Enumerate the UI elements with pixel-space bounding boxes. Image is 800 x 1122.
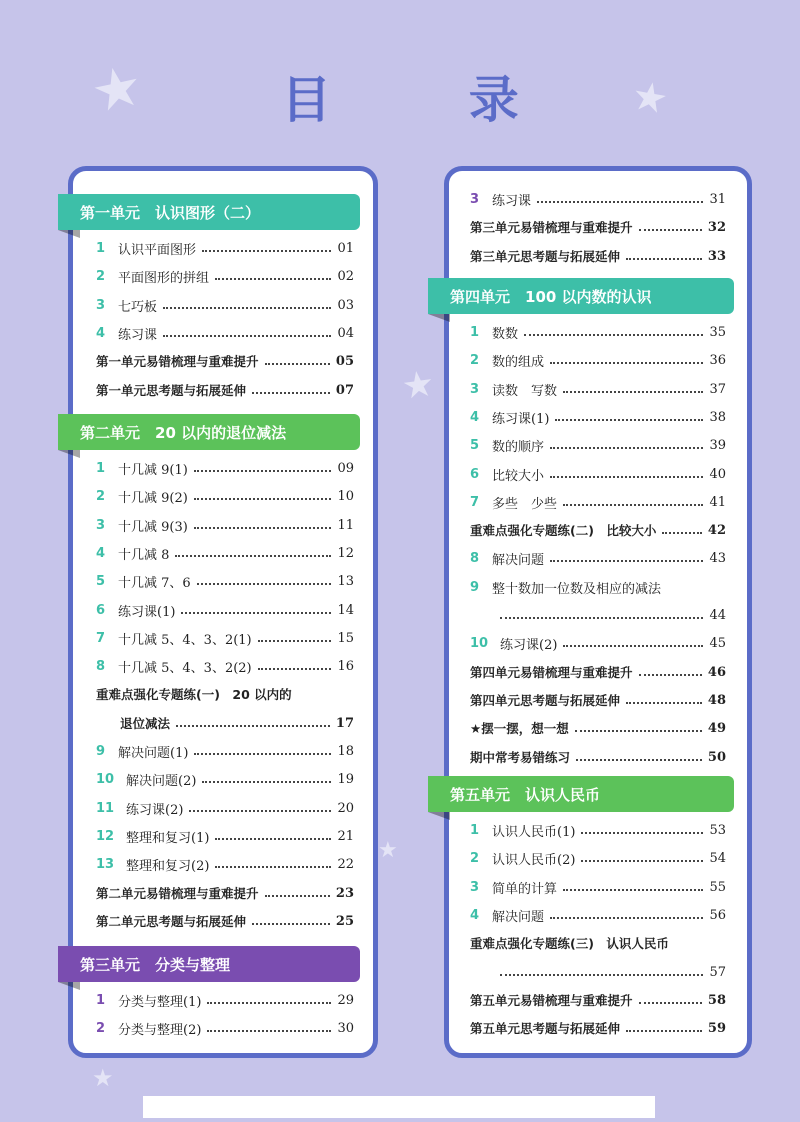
toc-entry[interactable] — [470, 717, 726, 739]
entry-number: 4 — [96, 545, 106, 561]
toc-entry[interactable] — [470, 661, 726, 683]
entry-number: 7 — [96, 630, 106, 646]
toc-entry[interactable] — [96, 1017, 354, 1039]
entry-label: 第二单元易错梳理与重难提升 — [96, 886, 259, 901]
star-icon: ★ — [85, 52, 149, 127]
entry-number: 4 — [470, 409, 480, 425]
entry-number: 12 — [96, 828, 115, 844]
entry-label: 数的组成 — [492, 354, 545, 370]
page-number: 35 — [709, 324, 726, 340]
entry-label: 第一单元思考题与拓展延伸 — [96, 383, 247, 398]
toc-entry[interactable] — [96, 350, 354, 372]
leader-dots — [194, 470, 332, 472]
unit-banner: 第一单元 认识图形（二） — [58, 194, 360, 230]
unit-banner: 第四单元 100 以内数的认识 — [428, 278, 734, 314]
entry-label: 练习课 — [492, 193, 532, 209]
leader-dots — [563, 391, 703, 393]
toc-entry[interactable] — [96, 683, 354, 705]
page-number: 25 — [335, 913, 354, 929]
entry-number: 1 — [470, 822, 480, 838]
entry-number: 8 — [96, 658, 106, 674]
entry-number: 2 — [96, 488, 106, 504]
leader-dots — [639, 1002, 702, 1004]
toc-entry[interactable] — [470, 819, 726, 841]
page-number: 53 — [709, 822, 726, 838]
leader-dots — [176, 725, 330, 727]
toc-entry[interactable] — [96, 457, 354, 479]
page-number: 07 — [335, 382, 354, 398]
toc-entry[interactable] — [470, 904, 726, 926]
entry-label: 练习课(1) — [492, 411, 550, 427]
leader-dots — [207, 1002, 331, 1004]
entry-label: 十几减 9(3) — [118, 519, 188, 535]
entry-label: 第四单元思考题与拓展延伸 — [470, 693, 621, 708]
leader-dots — [550, 917, 703, 919]
leader-dots — [181, 612, 331, 614]
page-number: 43 — [709, 550, 726, 566]
entry-number: 2 — [96, 1020, 106, 1036]
entry-number: 1 — [470, 324, 480, 340]
page-number: 59 — [707, 1020, 726, 1036]
entry-label: 练习课(1) — [118, 604, 176, 620]
toc-entry[interactable] — [96, 627, 354, 649]
leader-dots — [626, 1030, 702, 1032]
leader-dots — [202, 781, 331, 783]
page-number: 12 — [337, 545, 354, 561]
star-icon: ★ — [92, 1064, 114, 1092]
leader-dots — [662, 532, 701, 534]
toc-entry[interactable] — [96, 768, 354, 790]
toc-entry[interactable] — [470, 491, 726, 513]
leader-dots — [215, 838, 331, 840]
page-number: 44 — [709, 607, 726, 623]
leader-dots — [626, 702, 702, 704]
page-number: 01 — [337, 240, 354, 256]
entry-number: 11 — [96, 800, 115, 816]
page-number: 37 — [709, 381, 726, 397]
entry-label: 分类与整理(1) — [118, 994, 202, 1010]
leader-dots — [639, 229, 702, 231]
leader-dots — [550, 447, 703, 449]
page-number: 56 — [709, 907, 726, 923]
unit-banner: 第二单元 20 以内的退位减法 — [58, 414, 360, 450]
leader-dots — [163, 335, 331, 337]
leader-dots — [252, 392, 330, 394]
toc-entry[interactable] — [470, 746, 726, 768]
entry-number: 2 — [96, 268, 106, 284]
leader-dots — [194, 498, 332, 500]
leader-dots — [265, 895, 330, 897]
entry-number: 3 — [470, 879, 480, 895]
leader-dots — [626, 258, 702, 260]
entry-label: 第三单元思考题与拓展延伸 — [470, 249, 621, 264]
entry-label: 整理和复习(1) — [126, 830, 210, 846]
entry-number: 6 — [96, 602, 106, 618]
entry-number: 10 — [470, 635, 489, 651]
toc-entry[interactable] — [470, 689, 726, 711]
entry-label: 十几减 5、4、3、2(2) — [118, 660, 252, 676]
page-number: 02 — [337, 268, 354, 284]
leader-dots — [258, 640, 332, 642]
entry-label: 退位减法 — [120, 716, 171, 731]
entry-label: 解决问题(2) — [126, 773, 197, 789]
page-number: 48 — [707, 692, 726, 708]
leader-dots — [207, 1030, 331, 1032]
toc-entry[interactable] — [470, 604, 726, 626]
toc-entry[interactable] — [470, 961, 726, 983]
toc-entry[interactable] — [96, 265, 354, 287]
toc-entry[interactable] — [470, 519, 726, 541]
leader-dots — [639, 674, 702, 676]
toc-entry[interactable] — [470, 876, 726, 898]
entry-number: 9 — [470, 579, 480, 595]
toc-entry[interactable] — [96, 237, 354, 259]
page-number: 03 — [337, 297, 354, 313]
entry-number: 1 — [96, 460, 106, 476]
entry-number: 3 — [96, 517, 106, 533]
bottom-strip — [143, 1096, 655, 1118]
page-number: 32 — [707, 219, 726, 235]
entry-number: 9 — [96, 743, 106, 759]
toc-entry[interactable] — [470, 632, 726, 654]
entry-label: 练习课(2) — [500, 637, 558, 653]
leader-dots — [537, 201, 703, 203]
page-number: 46 — [707, 664, 726, 680]
page-number: 38 — [709, 409, 726, 425]
entry-label: 认识人民币(2) — [492, 852, 576, 868]
entry-label: 重难点强化专题练(一) 20 以内的 — [96, 687, 292, 702]
entry-label: 比较大小 — [492, 468, 545, 484]
entry-label: 第五单元思考题与拓展延伸 — [470, 1021, 621, 1036]
entry-number: 3 — [470, 191, 480, 207]
toc-entry[interactable] — [96, 570, 354, 592]
entry-number: 5 — [470, 437, 480, 453]
leader-dots — [555, 419, 703, 421]
toc-entry[interactable] — [470, 932, 726, 954]
entry-number: 1 — [96, 992, 106, 1008]
page-number: 42 — [707, 522, 726, 538]
leader-dots — [524, 334, 703, 336]
toc-entry[interactable] — [470, 547, 726, 569]
page-number: 14 — [337, 602, 354, 618]
page-number: 21 — [337, 828, 354, 844]
page-number: 36 — [709, 352, 726, 368]
page-number: 30 — [337, 1020, 354, 1036]
entry-number: 6 — [470, 466, 480, 482]
toc-entry[interactable] — [96, 655, 354, 677]
entry-number: 10 — [96, 771, 115, 787]
leader-dots — [563, 889, 703, 891]
entry-label: 练习课 — [118, 327, 158, 343]
entry-label: 读数 写数 — [492, 383, 558, 399]
page-number: 50 — [707, 749, 726, 765]
page-number: 31 — [709, 191, 726, 207]
page-number: 11 — [337, 517, 354, 533]
leader-dots — [194, 527, 332, 529]
toc-entry[interactable] — [470, 245, 726, 267]
toc-entry[interactable] — [96, 294, 354, 316]
toc-entry[interactable] — [96, 882, 354, 904]
toc-entry[interactable] — [470, 847, 726, 869]
entry-number: 1 — [96, 240, 106, 256]
entry-label: 数的顺序 — [492, 439, 545, 455]
leader-dots — [215, 278, 331, 280]
leader-dots — [163, 307, 331, 309]
page-number: 17 — [335, 715, 354, 731]
page-number: 19 — [337, 771, 354, 787]
page-number: 49 — [707, 720, 726, 736]
page-number: 54 — [709, 850, 726, 866]
entry-number: 2 — [470, 850, 480, 866]
entry-label: 简单的计算 — [492, 881, 558, 897]
page-title: 目 录 — [281, 71, 579, 129]
toc-entry[interactable] — [96, 542, 354, 564]
page-number: 22 — [337, 856, 354, 872]
toc-entry[interactable] — [96, 485, 354, 507]
leader-dots — [194, 753, 331, 755]
toc-entry[interactable] — [96, 379, 354, 401]
entry-number: 8 — [470, 550, 480, 566]
toc-entry[interactable] — [470, 349, 726, 371]
leader-dots — [563, 645, 703, 647]
entry-label: 第二单元思考题与拓展延伸 — [96, 914, 247, 929]
entry-label: 练习课(2) — [126, 802, 184, 818]
page-number: 40 — [709, 466, 726, 482]
star-icon: ★ — [628, 72, 672, 124]
entry-label: 整十数加一位数及相应的减法 — [492, 581, 662, 597]
leader-dots — [576, 759, 702, 761]
page-number: 10 — [337, 488, 354, 504]
entry-label: 第五单元易错梳理与重难提升 — [470, 993, 633, 1008]
leader-dots — [189, 810, 331, 812]
entry-label: 整理和复习(2) — [126, 858, 210, 874]
page-number: 04 — [337, 325, 354, 341]
toc-entry[interactable] — [470, 216, 726, 238]
leader-dots — [550, 476, 703, 478]
leader-dots — [252, 923, 330, 925]
toc-entry[interactable] — [470, 463, 726, 485]
entry-label: 七巧板 — [118, 299, 158, 315]
page-number: 16 — [337, 658, 354, 674]
page-number: 41 — [709, 494, 726, 510]
toc-entry[interactable] — [470, 434, 726, 456]
leader-dots — [265, 363, 330, 365]
entry-label: 解决问题 — [492, 552, 545, 568]
entry-number: 5 — [96, 573, 106, 589]
page-number: 39 — [709, 437, 726, 453]
unit-banner: 第五单元 认识人民币 — [428, 776, 734, 812]
page-number: 05 — [335, 353, 354, 369]
leader-dots — [500, 617, 703, 619]
entry-label: 十几减 9(1) — [118, 462, 188, 478]
toc-entry[interactable] — [96, 514, 354, 536]
toc-entry[interactable] — [96, 740, 354, 762]
toc-entry[interactable] — [96, 825, 354, 847]
leader-dots — [563, 504, 703, 506]
toc-entry[interactable] — [470, 576, 726, 598]
entry-label: 重难点强化专题练(三) 认识人民币 — [470, 936, 669, 951]
page-number: 18 — [337, 743, 354, 759]
entry-label: 十几减 9(2) — [118, 490, 188, 506]
entry-number: 7 — [470, 494, 480, 510]
page-number: 55 — [709, 879, 726, 895]
star-icon: ★ — [378, 838, 398, 863]
toc-entry[interactable] — [470, 989, 726, 1011]
leader-dots — [197, 583, 332, 585]
entry-label: 重难点强化专题练(二) 比较大小 — [470, 523, 657, 538]
entry-label: 十几减 7、6 — [118, 575, 191, 591]
page-number: 58 — [707, 992, 726, 1008]
entry-label: 分类与整理(2) — [118, 1022, 202, 1038]
toc-entry[interactable] — [96, 797, 354, 819]
entry-number: 2 — [470, 352, 480, 368]
entry-number: 3 — [470, 381, 480, 397]
entry-label: 认识平面图形 — [118, 242, 197, 258]
toc-entry[interactable] — [96, 322, 354, 344]
toc-entry[interactable] — [470, 378, 726, 400]
entry-label: ★摆一摆，想一想 — [470, 721, 569, 736]
page-number: 13 — [337, 573, 354, 589]
toc-entry[interactable] — [470, 406, 726, 428]
toc-entry[interactable] — [96, 910, 354, 932]
toc-entry[interactable] — [96, 989, 354, 1011]
entry-label: 第三单元易错梳理与重难提升 — [470, 220, 633, 235]
entry-label: 十几减 5、4、3、2(1) — [118, 632, 252, 648]
leader-dots — [202, 250, 331, 252]
toc-entry[interactable] — [470, 321, 726, 343]
leader-dots — [581, 832, 703, 834]
leader-dots — [550, 362, 703, 364]
unit-banner: 第三单元 分类与整理 — [58, 946, 360, 982]
leader-dots — [550, 560, 703, 562]
toc-entry[interactable] — [470, 1017, 726, 1039]
entry-label: 多些 少些 — [492, 496, 558, 512]
toc-entry[interactable] — [96, 712, 354, 734]
entry-label: 解决问题 — [492, 909, 545, 925]
toc-entry[interactable] — [96, 853, 354, 875]
leader-dots — [215, 866, 331, 868]
entry-number: 4 — [470, 907, 480, 923]
entry-label: 第四单元易错梳理与重难提升 — [470, 665, 633, 680]
leader-dots — [581, 860, 703, 862]
toc-entry[interactable] — [96, 599, 354, 621]
entry-number: 4 — [96, 325, 106, 341]
entry-label: 十几减 8 — [118, 547, 170, 563]
page-number: 23 — [335, 885, 354, 901]
page-number: 15 — [337, 630, 354, 646]
star-icon: ★ — [399, 362, 437, 409]
leader-dots — [175, 555, 331, 557]
page-number: 29 — [337, 992, 354, 1008]
entry-label: 解决问题(1) — [118, 745, 189, 761]
page-number: 33 — [707, 248, 726, 264]
page-number: 20 — [337, 800, 354, 816]
entry-label: 第一单元易错梳理与重难提升 — [96, 354, 259, 369]
page-number: 57 — [709, 964, 726, 980]
page-number: 45 — [709, 635, 726, 651]
entry-label: 期中常考易错练习 — [470, 750, 571, 765]
page-number: 09 — [337, 460, 354, 476]
entry-label: 数数 — [492, 326, 519, 342]
leader-dots — [500, 974, 703, 976]
toc-entry[interactable] — [470, 188, 726, 210]
leader-dots — [575, 730, 702, 732]
entry-label: 平面图形的拼组 — [118, 270, 210, 286]
leader-dots — [258, 668, 332, 670]
entry-number: 3 — [96, 297, 106, 313]
entry-number: 13 — [96, 856, 115, 872]
entry-label: 认识人民币(1) — [492, 824, 576, 840]
